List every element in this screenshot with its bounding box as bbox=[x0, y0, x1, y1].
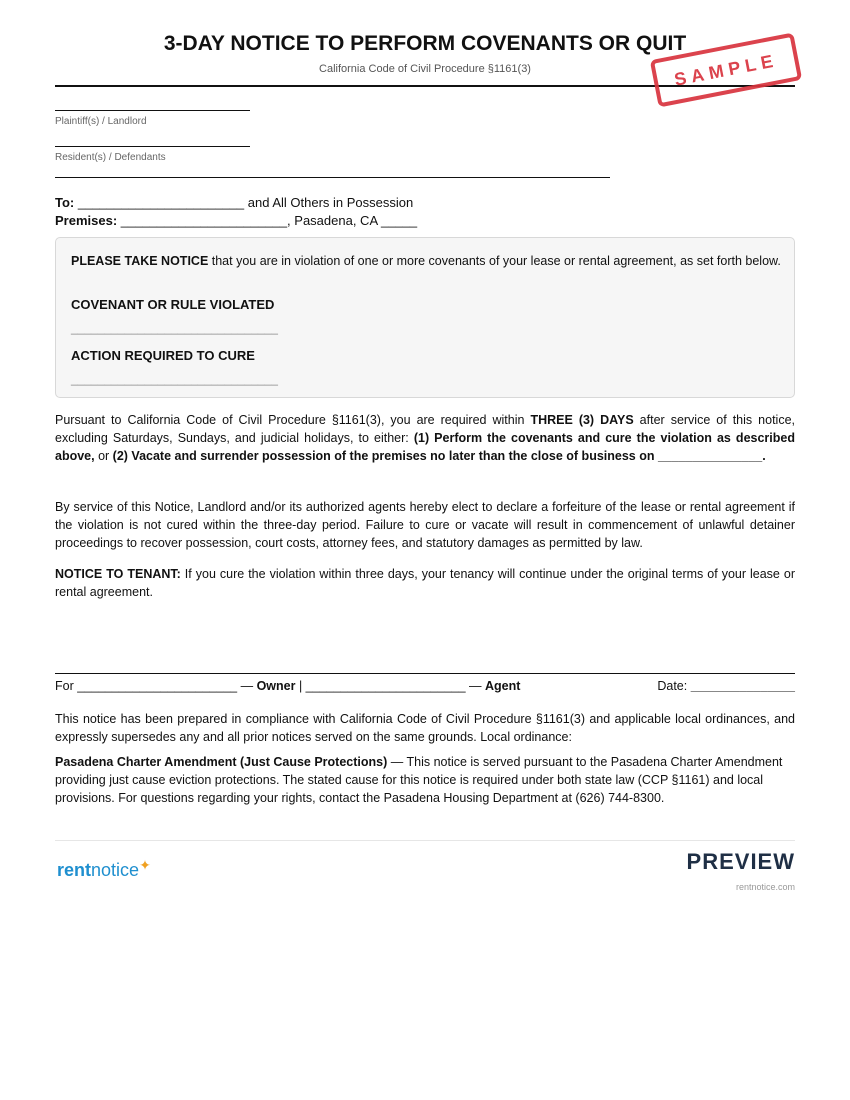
notice-to-tenant-label: NOTICE TO TENANT: bbox=[55, 567, 181, 581]
date-label: Date: bbox=[657, 679, 691, 693]
plaintiff-signature-line bbox=[55, 110, 250, 111]
resident-block bbox=[55, 146, 250, 163]
compliance-paragraph: This notice has been prepared in compliance with California Code of Civil Procedure §1161(3) and applicable local ordinances, and expressly supersedes any and all prior notices served on the same grounds. Local ordinance: bbox=[55, 712, 795, 744]
to-text: _______________________ and All Others in Possession bbox=[74, 195, 414, 210]
covenant-heading: COVENANT OR RULE VIOLATED bbox=[71, 297, 275, 312]
signature-row bbox=[55, 679, 795, 693]
for-label: For bbox=[55, 679, 74, 693]
resident-caption: Resident(s) / Defendants bbox=[55, 152, 166, 163]
plaintiff-caption: Plaintiff(s) / Landlord bbox=[55, 116, 147, 127]
local-ordinance-paragraph bbox=[55, 753, 795, 807]
notice-intro bbox=[71, 252, 783, 270]
logo-notice: notice bbox=[91, 860, 140, 880]
notice-to-tenant-text: If you cure the violation within three days, your tenancy will continue under the original terms of your lease or rental agreement. bbox=[55, 567, 795, 599]
notice-box bbox=[55, 237, 795, 398]
notice-intro-bold: PLEASE TAKE NOTICE bbox=[71, 254, 209, 268]
notice-to-tenant-paragraph bbox=[55, 565, 795, 601]
ordinance-title: Pasadena Charter Amendment (Just Cause Protections) bbox=[55, 755, 388, 769]
rentnotice-logo bbox=[57, 857, 151, 881]
p1-text-c: after service of this notice, excluding Saturdays, Sundays, and judicial holidays, to either: bbox=[55, 413, 795, 445]
date-field bbox=[657, 679, 795, 693]
action-blank: _______________________________ bbox=[71, 372, 278, 386]
ordinance-text: — This notice is served pursuant to the Pasadena Charter Amendment providing just cause eviction protections. The stated cause for this notice is required under both state law (CCP §1161) and local provisions. For questions regarding your rights, contact the Pasadena Housing Department at (626) 744-8300. bbox=[55, 755, 783, 805]
document-title: 3-DAY NOTICE TO PERFORM COVENANTS OR QUIT bbox=[163, 32, 687, 55]
sample-stamp: SAMPLE bbox=[650, 33, 802, 108]
parties-divider bbox=[55, 177, 610, 178]
p1-option-1: (1) Perform the covenants and cure the violation as described above, bbox=[55, 431, 795, 463]
document-subtitle: California Code of Civil Procedure §1161(3) bbox=[319, 63, 531, 75]
p1-or: or bbox=[94, 449, 113, 463]
premises-label: Premises: bbox=[55, 213, 118, 228]
action-heading: ACTION REQUIRED TO CURE bbox=[71, 348, 255, 363]
footer-divider bbox=[55, 840, 795, 841]
cure-or-quit-paragraph bbox=[55, 411, 795, 465]
sparkle-icon: ✦ bbox=[139, 857, 151, 873]
signature-divider bbox=[55, 673, 795, 674]
p1-text-a: Pursuant to California Code of Civil Procedure §1161(3), you are required within bbox=[55, 413, 531, 427]
agent-label: Agent bbox=[485, 679, 521, 693]
notice-intro-text: that you are in violation of one or more covenants of your lease or rental agreement, as set forth below. bbox=[208, 254, 781, 268]
premises-line bbox=[55, 213, 417, 228]
footer-domain: rentnotice.com bbox=[735, 882, 795, 892]
to-line bbox=[55, 195, 413, 210]
p1-three-days: THREE (3) DAYS bbox=[530, 413, 634, 427]
agent-blank: | _______________________ — bbox=[295, 679, 486, 693]
preview-label: PREVIEW bbox=[686, 849, 795, 874]
covenant-blank: _______________________________ bbox=[71, 321, 278, 335]
owner-blank: _______________________ — bbox=[73, 679, 257, 693]
owner-label: Owner bbox=[256, 679, 296, 693]
resident-signature-line bbox=[55, 146, 250, 147]
plaintiff-block bbox=[55, 110, 250, 127]
logo-rent: rent bbox=[57, 860, 92, 880]
premises-text: _______________________, Pasadena, CA _____ bbox=[117, 213, 418, 228]
p1-option-2: (2) Vacate and surrender possession of the premises no later than the close of business on _______________. bbox=[112, 449, 766, 463]
date-blank: _______________ bbox=[690, 679, 795, 693]
to-label: To: bbox=[55, 195, 75, 210]
forfeiture-paragraph: By service of this Notice, Landlord and/or its authorized agents hereby elect to declare a forfeiture of the lease or rental agreement if the violation is not cured within the three-day period. Failure to cure or vacate will result in commencement of unlawful detainer proceedings to recover possession, court costs, attorney fees, and statutory damages as permitted by law. bbox=[55, 500, 795, 550]
